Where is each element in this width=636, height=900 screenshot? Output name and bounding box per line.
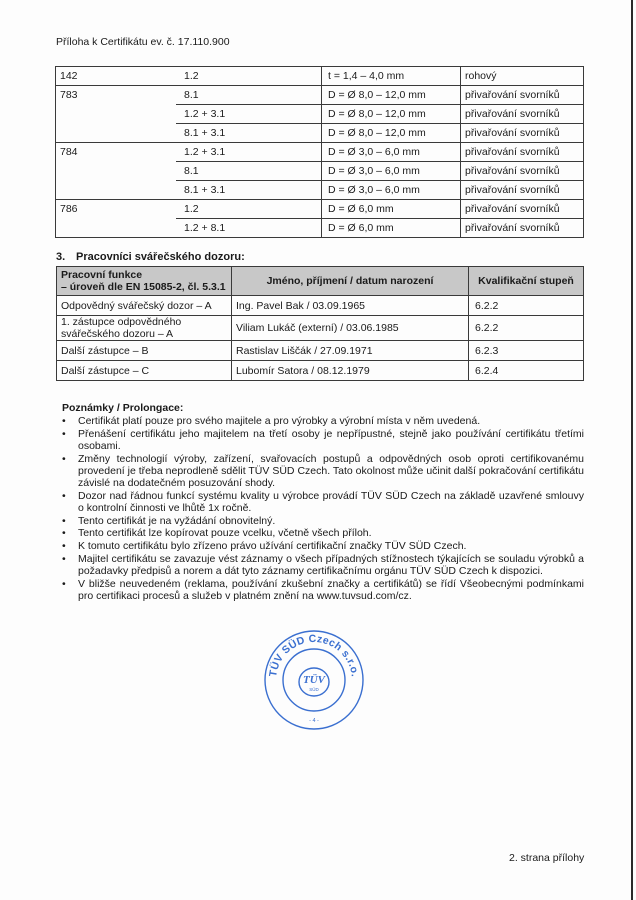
section-title: Pracovníci svářečského dozoru: <box>76 251 245 263</box>
note-item <box>62 540 584 552</box>
process-number <box>56 105 177 124</box>
process-subgroup: 1.2 <box>176 200 322 219</box>
qualification-level: 6.2.3 <box>469 341 584 361</box>
process-subgroup: 1.2 + 3.1 <box>176 105 322 124</box>
supervisor-function: Další zástupce – C <box>57 361 232 381</box>
weld-type: přivařování svorníků <box>461 143 584 162</box>
supervisor-name: Ing. Pavel Bak / 03.09.1965 <box>232 296 469 316</box>
dimension-range: D = Ø 8,0 – 12,0 mm <box>322 124 461 143</box>
dimension-range: D = Ø 6,0 mm <box>322 200 461 219</box>
weld-type: přivařování svorníků <box>461 86 584 105</box>
bullet-icon: • <box>62 540 66 553</box>
process-subgroup: 8.1 + 3.1 <box>176 124 322 143</box>
note-item <box>62 490 584 514</box>
process-number: 783 <box>56 86 177 105</box>
process-number: 784 <box>56 143 177 162</box>
qualification-level: 6.2.2 <box>469 316 584 341</box>
process-subgroup: 8.1 <box>176 162 322 181</box>
note-item <box>62 578 584 602</box>
stamp-number: - 4 - <box>309 718 319 724</box>
bullet-icon: • <box>62 427 66 440</box>
header-name: Jméno, příjmení / datum narození <box>232 267 469 296</box>
supervisor-name: Viliam Lukáč (externí) / 03.06.1985 <box>232 316 469 341</box>
process-number: 786 <box>56 200 177 219</box>
note-text: Přenášení certifikátu jeho majitelem na třetí osoby je nepřípustné, stejně jako používání certifikátu třetími osobami. <box>78 427 584 452</box>
dimension-range: D = Ø 8,0 – 12,0 mm <box>322 86 461 105</box>
process-row <box>56 86 584 105</box>
qualification-level: 6.2.2 <box>469 296 584 316</box>
notes-section <box>62 402 584 603</box>
note-text: Tento certifikát lze kopírovat pouze vcelku, včetně všech příloh. <box>78 527 372 540</box>
dimension-range: D = Ø 8,0 – 12,0 mm <box>322 105 461 124</box>
page-header: Příloha k Certifikátu ev. č. 17.110.900 <box>56 36 230 48</box>
process-subgroup: 8.1 <box>176 86 322 105</box>
bullet-icon: • <box>62 552 66 565</box>
process-row <box>56 181 584 200</box>
section-3-heading <box>56 251 245 263</box>
page-footer: 2. strana přílohy <box>509 852 585 864</box>
dimension-range: D = Ø 3,0 – 6,0 mm <box>322 162 461 181</box>
process-row <box>56 200 584 219</box>
process-row <box>56 162 584 181</box>
bullet-icon: • <box>62 489 66 502</box>
process-row <box>56 143 584 162</box>
note-item <box>62 428 584 452</box>
process-subgroup: 1.2 + 8.1 <box>176 219 322 238</box>
note-item <box>62 553 584 577</box>
process-subgroup: 1.2 <box>176 67 322 86</box>
process-row <box>56 124 584 143</box>
supervisor-function: Další zástupce – B <box>57 341 232 361</box>
process-row <box>56 105 584 124</box>
note-text: Změny technologií výroby, zařízení, svařovacích postupů a odpovědných osob oproti certifikovanému provedení je třeba neprodleně sdělit TÜV SÜD Czech. Tato okolnost může učinit další pokračování certifikátu závislé na dodatečném posuzování shody. <box>78 452 584 490</box>
dimension-range: t = 1,4 – 4,0 mm <box>322 67 461 86</box>
weld-type: přivařování svorníků <box>461 181 584 200</box>
process-table <box>55 66 584 238</box>
weld-type: přivařování svorníků <box>461 124 584 143</box>
supervisor-name: Lubomír Satora / 08.12.1979 <box>232 361 469 381</box>
process-row <box>56 67 584 86</box>
bullet-icon: • <box>62 415 66 427</box>
process-row <box>56 219 584 238</box>
weld-type: přivařování svorníků <box>461 219 584 238</box>
qualification-level: 6.2.4 <box>469 361 584 381</box>
tuv-stamp <box>262 628 366 732</box>
bullet-icon: • <box>62 577 66 590</box>
note-text: Certifikát platí pouze pro svého majitele a pro výrobky a výrobní místa v něm uvedená. <box>78 415 481 427</box>
dimension-range: D = Ø 3,0 – 6,0 mm <box>322 143 461 162</box>
supervisor-row <box>57 341 584 361</box>
notes-title: Poznámky / Prolongace: <box>62 402 184 414</box>
bullet-icon: • <box>62 527 66 540</box>
supervisor-name: Rastislav Liščák / 27.09.1971 <box>232 341 469 361</box>
stamp-ring-text: TÜV SÜD Czech s.r.o. <box>267 632 361 678</box>
process-number: 142 <box>56 67 177 86</box>
header-qualification: Kvalifikační stupeň <box>469 267 584 296</box>
notes-list <box>62 415 584 602</box>
supervisors-table <box>56 266 584 381</box>
process-number <box>56 124 177 143</box>
weld-type: přivařování svorníků <box>461 200 584 219</box>
process-subgroup: 8.1 + 3.1 <box>176 181 322 200</box>
note-item <box>62 453 584 490</box>
note-text: V bližše neuvedeném (reklama, používání zkušební značky a certifikátů) se řídí Všeobecnými podmínkami pro certifikaci procesů a služeb v platném znění na www.tuvsud.com/cz. <box>78 577 584 602</box>
dimension-range: D = Ø 3,0 – 6,0 mm <box>322 181 461 200</box>
process-subgroup: 1.2 + 3.1 <box>176 143 322 162</box>
note-text: Tento certifikát je na vyžádání obnovitelný. <box>78 514 276 527</box>
stamp-logo-text: TÜV <box>303 674 325 686</box>
process-number <box>56 219 177 238</box>
supervisor-row <box>57 296 584 316</box>
process-number <box>56 181 177 200</box>
weld-type: přivařování svorníků <box>461 105 584 124</box>
section-number: 3. <box>56 251 66 263</box>
page-edge-line <box>631 0 633 900</box>
stamp-logo-sub: SÜD <box>309 687 319 692</box>
note-item <box>62 527 584 539</box>
process-number <box>56 162 177 181</box>
note-item <box>62 515 584 527</box>
bullet-icon: • <box>62 452 66 465</box>
supervisor-function: 1. zástupce odpovědného svářečského dozoru – A <box>57 316 232 341</box>
supervisor-function: Odpovědný svářečský dozor – A <box>57 296 232 316</box>
bullet-icon: • <box>62 514 66 527</box>
supervisor-row <box>57 316 584 341</box>
note-text: Majitel certifikátu se zavazuje vést záznamy o všech případných stížnostech týkajících se souladu výrobků a požadavky předpisů a norem a dát tyto záznamy certifikačnímu orgánu TÜV SÜD Czech k dispozici. <box>78 552 584 577</box>
supervisor-row <box>57 361 584 381</box>
weld-type: přivařování svorníků <box>461 162 584 181</box>
dimension-range: D = Ø 6,0 mm <box>322 219 461 238</box>
note-text: K tomuto certifikátu bylo zřízeno právo užívání certifikační značky TÜV SÜD Czech. <box>78 540 467 553</box>
weld-type: rohový <box>461 67 584 86</box>
header-function: Pracovní funkce – úroveň dle EN 15085-2, čl. 5.3.1 <box>57 267 232 296</box>
note-text: Dozor nad řádnou funkcí systému kvality u výrobce provádí TÜV SÜD Czech na základě uzavřené smlouvy o kontrolní činnosti ve lhůtě 1x ročně. <box>78 489 584 514</box>
note-item <box>62 415 584 427</box>
